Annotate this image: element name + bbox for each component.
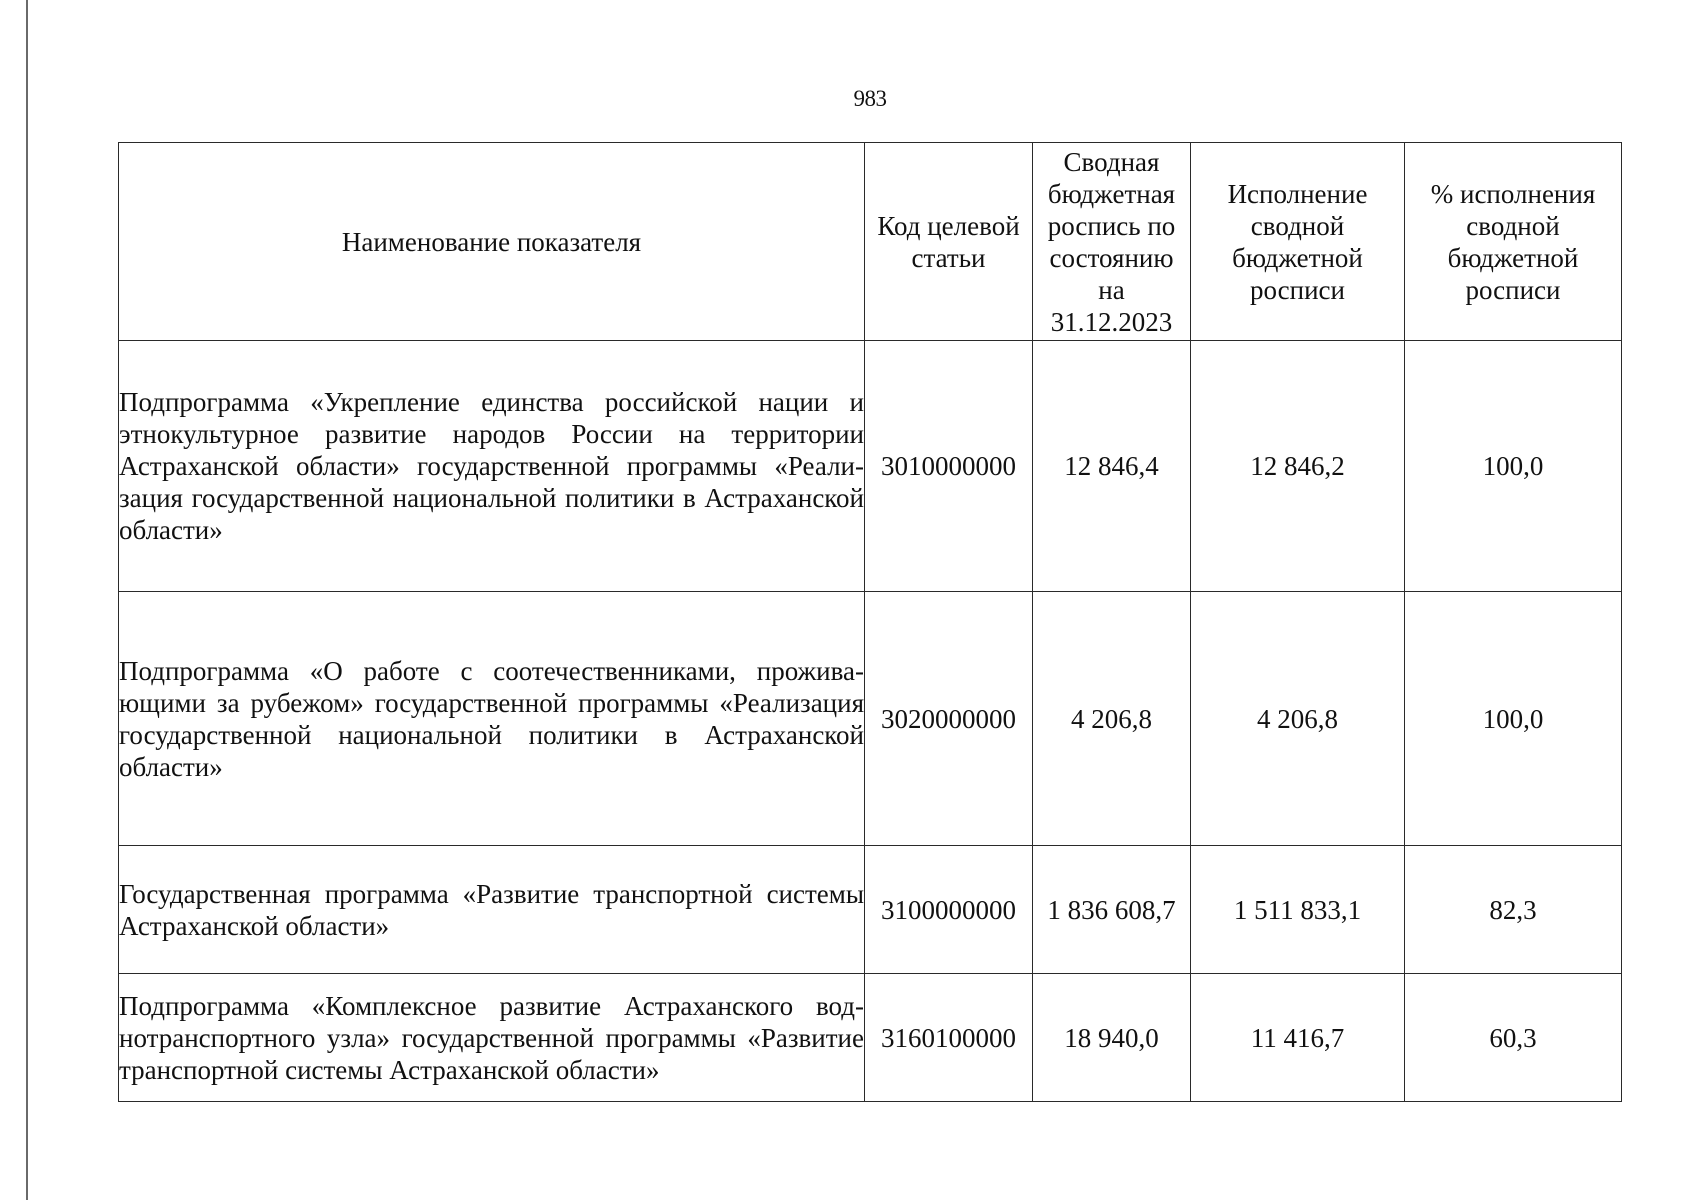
- budget-plan-cell: 12 846,4: [1033, 341, 1191, 592]
- header-budget-execution: Исполнение сводной бюджетной росписи: [1191, 143, 1405, 341]
- budget-plan-cell: 4 206,8: [1033, 592, 1191, 846]
- header-budget-plan: Сводная бюджетная роспись по состоянию на 31.12.2023: [1033, 143, 1191, 341]
- target-code-cell: 3020000000: [865, 592, 1033, 846]
- table-row: [119, 974, 1622, 1102]
- indicator-name-cell: Подпрограмма «Комплексное развитие Астраханского воднотранспортного узла» государственной программы «Развитие транспортной системы Астраханской области»: [119, 974, 865, 1102]
- header-target-code: Код целевой статьи: [865, 143, 1033, 341]
- table-row: [119, 846, 1622, 974]
- budget-execution-cell: 11 416,7: [1191, 974, 1405, 1102]
- budget-plan-cell: 1 836 608,7: [1033, 846, 1191, 974]
- budget-execution-cell: 1 511 833,1: [1191, 846, 1405, 974]
- budget-execution-cell: 12 846,2: [1191, 341, 1405, 592]
- budget-execution-cell: 4 206,8: [1191, 592, 1405, 846]
- header-execution-percent: % исполнения сводной бюджетной росписи: [1405, 143, 1622, 341]
- table-row: [119, 592, 1622, 846]
- execution-percent-cell: 60,3: [1405, 974, 1622, 1102]
- target-code-cell: 3160100000: [865, 974, 1033, 1102]
- target-code-cell: 3010000000: [865, 341, 1033, 592]
- budget-execution-table: [118, 142, 1622, 1102]
- target-code-cell: 3100000000: [865, 846, 1033, 974]
- budget-plan-cell: 18 940,0: [1033, 974, 1191, 1102]
- indicator-name-cell: Подпрограмма «О работе с соотечественниками, проживающими за рубежом» государственной программы «Реализация государственной национальной политики в Астраханской области»: [119, 592, 865, 846]
- header-indicator-name: Наименование показателя: [119, 143, 865, 341]
- table-header-row: [119, 143, 1622, 341]
- binding-margin-line: [26, 0, 28, 1200]
- execution-percent-cell: 100,0: [1405, 592, 1622, 846]
- table-row: [119, 341, 1622, 592]
- execution-percent-cell: 82,3: [1405, 846, 1622, 974]
- indicator-name-cell: Подпрограмма «Укрепление единства российской нации и этнокультурное развитие народов России на территории Астраханской области» государственной программы «Реализация государственной национальной политики в Астраханской области»: [119, 341, 865, 592]
- execution-percent-cell: 100,0: [1405, 341, 1622, 592]
- indicator-name-cell: Государственная программа «Развитие транспортной системы Астраханской области»: [119, 846, 865, 974]
- page-number: 983: [853, 86, 887, 111]
